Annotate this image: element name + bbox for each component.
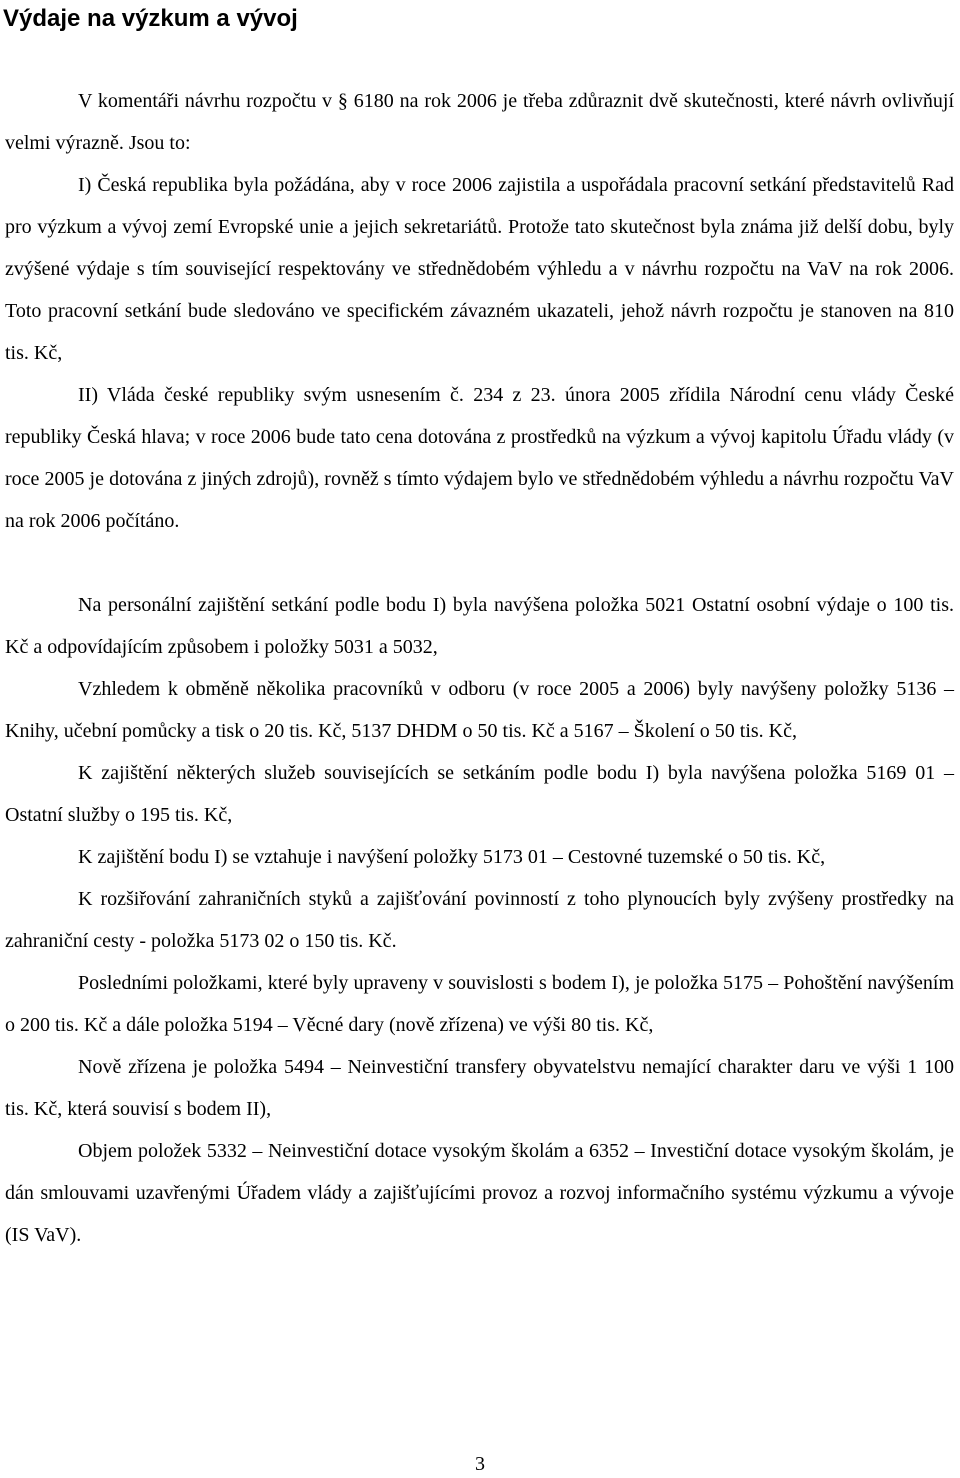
paragraph-item-5173-01: K zajištění bodu I) se vztahuje i navýšení položky 5173 01 – Cestovné tuzemské o 50 tis. Kč,	[78, 846, 826, 868]
page-number: 3	[475, 1453, 485, 1475]
paragraph-item-5169: K zajištění některých služeb souvisejících se setkáním podle bodu I) byla navýšena položka 5169 01 – Ostatní služby o 195 tis. Kč,	[5, 762, 954, 826]
document-body	[5, 80, 954, 1256]
paragraph-item-5175: Posledními položkami, které byly upraveny v souvislosti s bodem I), je položka 5175 – Pohoštění navýšením o 200 tis. Kč a dále položka 5194 – Věcné dary (nově zřízena) ve výši 80 tis. Kč,	[5, 972, 954, 1036]
paragraph-item-5136: Vzhledem k obměně několika pracovníků v odboru (v roce 2005 a 2006) byly navýšeny položky 5136 – Knihy, učební pomůcky a tisk o 20 tis. Kč, 5137 DHDM o 50 tis. Kč a 5167 – Školení o 50 tis. Kč,	[5, 678, 954, 742]
paragraph-intro: V komentáři návrhu rozpočtu v § 6180 na rok 2006 je třeba zdůraznit dvě skutečnosti, které návrh ovlivňují velmi výrazně. Jsou to:	[5, 90, 954, 154]
paragraph-point-1: I) Česká republika byla požádána, aby v roce 2006 zajistila a uspořádala pracovní setkání představitelů Rad pro výzkum a vývoj zemí Evropské unie a jejich sekretariátů. Protože tato skutečnost byla známa již delší dobu, byly zvýšené výdaje s tím související respektovány ve střednědobém výhledu a v návrhu rozpočtu na VaV na rok 2006. Toto pracovní setkání bude sledováno ve specifickém závazném ukazateli, jehož návrh rozpočtu je stanoven na 810 tis. Kč,	[5, 174, 954, 364]
paragraph-gap	[5, 542, 954, 584]
paragraph-item-5332: Objem položek 5332 – Neinvestiční dotace vysokým školám a 6352 – Investiční dotace vysokým školám, je dán smlouvami uzavřenými Úřadem vlády a zajišťujícími provoz a rozvoj informačního systému výzkumu a vývoje (IS VaV).	[5, 1140, 954, 1246]
paragraph-point-2: II) Vláda české republiky svým usnesením č. 234 z 23. února 2005 zřídila Národní cenu vlády České republiky Česká hlava; v roce 2006 bude tato cena dotována z prostředků na výzkum a vývoj kapitolu Úřadu vlády (v roce 2005 je dotována z jiných zdrojů), rovněž s tímto výdajem bylo ve střednědobém výhledu a návrhu rozpočtu VaV na rok 2006 počítáno.	[5, 384, 954, 532]
paragraph-item-5173-02: K rozšiřování zahraničních styků a zajišťování povinností z toho plynoucích byly zvýšeny prostředky na zahraniční cesty - položka 5173 02 o 150 tis. Kč.	[5, 888, 954, 952]
paragraph-item-5021: Na personální zajištění setkání podle bodu I) byla navýšena položka 5021 Ostatní osobní výdaje o 100 tis. Kč a odpovídajícím způsobem i položky 5031 a 5032,	[5, 594, 954, 658]
paragraph-item-5494: Nově zřízena je položka 5494 – Neinvestiční transfery obyvatelstvu nemající charakter daru ve výši 1 100 tis. Kč, která souvisí s bodem II),	[5, 1056, 954, 1120]
section-heading: Výdaje na výzkum a vývoj	[3, 5, 298, 32]
